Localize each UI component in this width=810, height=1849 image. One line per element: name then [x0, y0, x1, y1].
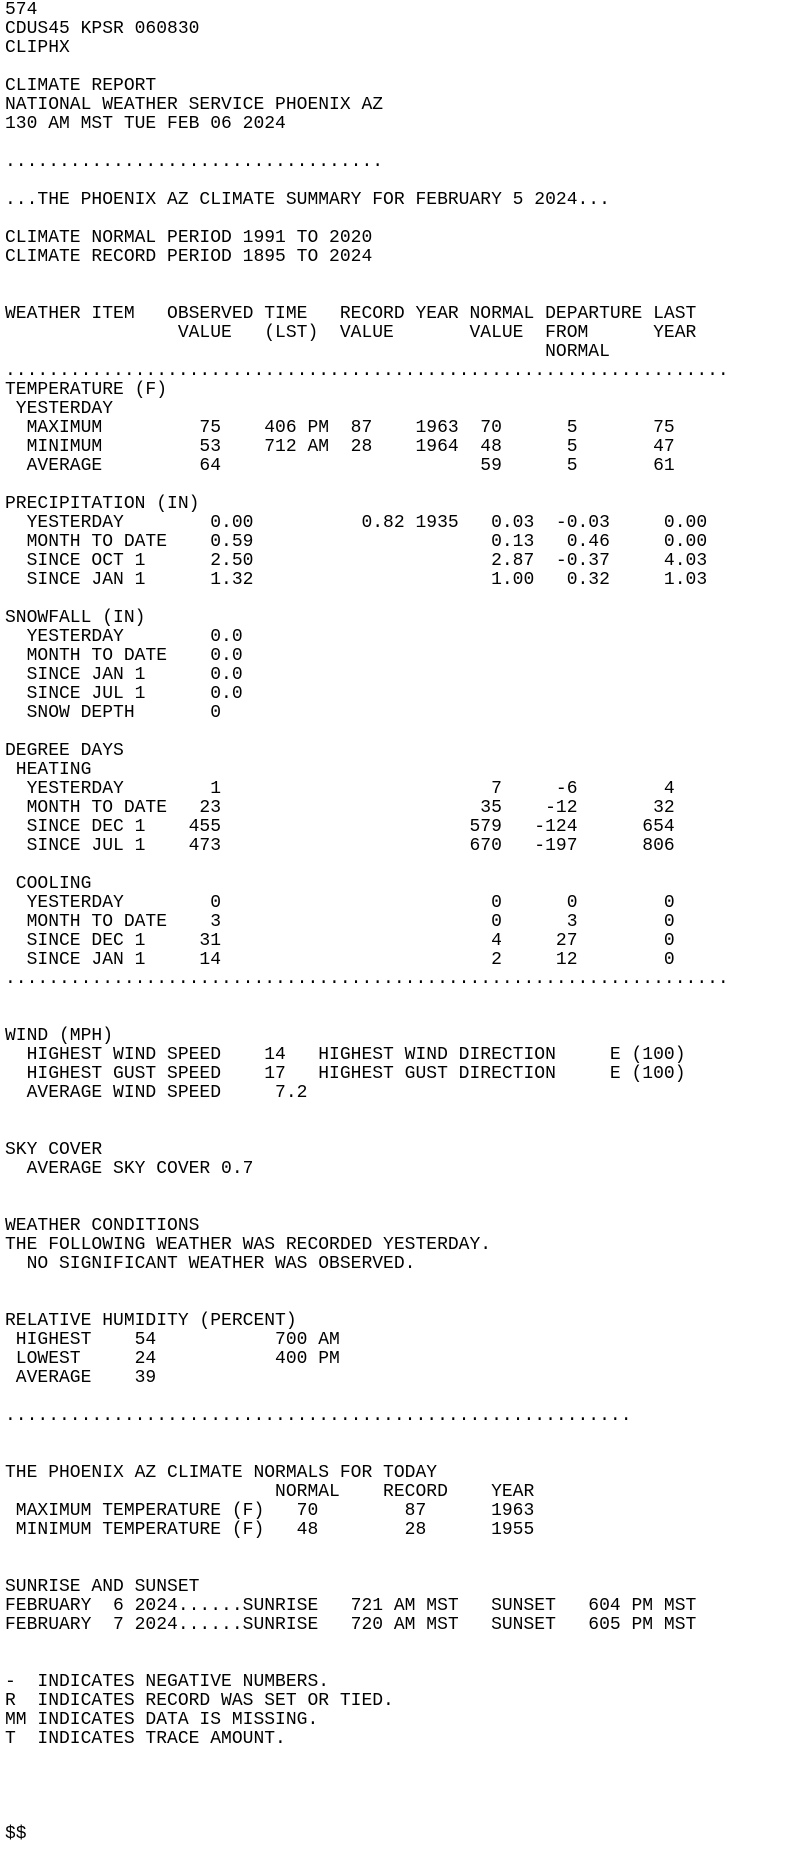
report-line: NORMAL [5, 342, 610, 362]
report-line: CDUS45 KPSR 060830 [5, 19, 200, 39]
report-line [5, 1198, 729, 1217]
report-line: NO SIGNIFICANT WEATHER WAS OBSERVED. [5, 1254, 416, 1274]
report-line: WEATHER CONDITIONS [5, 1216, 200, 1236]
report-line: RELATIVE HUMIDITY (PERCENT) [5, 1311, 297, 1331]
report-line: SINCE JAN 1 0.0 [5, 665, 243, 685]
report-line: YESTERDAY [5, 399, 114, 419]
report-line: SKY COVER [5, 1140, 103, 1160]
report-line: HEATING [5, 760, 92, 780]
report-line: MINIMUM TEMPERATURE (F) 48 28 1955 [5, 1520, 535, 1540]
report-line: NATIONAL WEATHER SERVICE PHOENIX AZ [5, 95, 384, 115]
report-line [5, 267, 729, 286]
report-line: SINCE OCT 1 2.50 2.87 -0.37 4.03 [5, 551, 708, 571]
report-line [5, 590, 729, 609]
report-line [5, 1388, 729, 1407]
report-line: YESTERDAY 0.00 0.82 1935 0.03 -0.03 0.00 [5, 513, 708, 533]
report-line [5, 1559, 729, 1578]
report-line: AVERAGE 64 59 5 61 [5, 456, 675, 476]
report-line: VALUE (LST) VALUE VALUE FROM YEAR [5, 323, 697, 343]
report-line [5, 1274, 729, 1293]
report-line: THE FOLLOWING WEATHER WAS RECORDED YESTERDAY. [5, 1235, 492, 1255]
report-line: MONTH TO DATE 0.0 [5, 646, 243, 666]
report-line [5, 1654, 729, 1673]
report-line: FEBRUARY 6 2024......SUNRISE 721 AM MST SUNSET 604 PM MST [5, 1596, 697, 1616]
report-line: .......................................................... [5, 1406, 632, 1426]
report-line [5, 1293, 729, 1312]
report-line: CLIMATE REPORT [5, 76, 157, 96]
report-line: TEMPERATURE (F) [5, 380, 168, 400]
report-line: NORMAL RECORD YEAR [5, 1482, 535, 1502]
report-line [5, 1749, 729, 1768]
report-line [5, 1179, 729, 1198]
report-line: SINCE JAN 1 14 2 12 0 [5, 950, 675, 970]
report-line: CLIMATE RECORD PERIOD 1895 TO 2024 [5, 247, 373, 267]
report-line: THE PHOENIX AZ CLIMATE NORMALS FOR TODAY [5, 1463, 438, 1483]
report-line [5, 1540, 729, 1559]
report-line: AVERAGE WIND SPEED 7.2 [5, 1083, 308, 1103]
report-line: SINCE JUL 1 0.0 [5, 684, 243, 704]
report-line: WIND (MPH) [5, 1026, 114, 1046]
report-line: MAXIMUM 75 406 PM 87 1963 70 5 75 [5, 418, 675, 438]
report-line: 574 [5, 0, 38, 20]
report-line [5, 1103, 729, 1122]
report-line: SUNRISE AND SUNSET [5, 1577, 200, 1597]
climate-report-text [5, 1, 729, 1844]
report-line [5, 1787, 729, 1806]
report-line: SINCE DEC 1 31 4 27 0 [5, 931, 675, 951]
report-line: HIGHEST 54 700 AM [5, 1330, 340, 1350]
report-line [5, 1122, 729, 1141]
report-line: MONTH TO DATE 3 0 3 0 [5, 912, 675, 932]
report-line: MAXIMUM TEMPERATURE (F) 70 87 1963 [5, 1501, 535, 1521]
report-line: YESTERDAY 0.0 [5, 627, 243, 647]
report-line [5, 856, 729, 875]
report-line: ................................... [5, 152, 384, 172]
report-line: SINCE JAN 1 1.32 1.00 0.32 1.03 [5, 570, 708, 590]
report-line [5, 1445, 729, 1464]
report-line [5, 723, 729, 742]
report-line: HIGHEST GUST SPEED 17 HIGHEST GUST DIRECTION E (100) [5, 1064, 686, 1084]
report-line: PRECIPITATION (IN) [5, 494, 200, 514]
report-line: CLIMATE NORMAL PERIOD 1991 TO 2020 [5, 228, 373, 248]
report-line: AVERAGE SKY COVER 0.7 [5, 1159, 254, 1179]
report-line: MONTH TO DATE 23 35 -12 32 [5, 798, 675, 818]
report-line [5, 134, 729, 153]
report-line: FEBRUARY 7 2024......SUNRISE 720 AM MST SUNSET 605 PM MST [5, 1615, 697, 1635]
report-line [5, 1008, 729, 1027]
report-line [5, 1635, 729, 1654]
report-line: R INDICATES RECORD WAS SET OR TIED. [5, 1691, 394, 1711]
report-line: 130 AM MST TUE FEB 06 2024 [5, 114, 286, 134]
report-line [5, 1426, 729, 1445]
report-line: DEGREE DAYS [5, 741, 124, 761]
report-line: MINIMUM 53 712 AM 28 1964 48 5 47 [5, 437, 675, 457]
report-line: SINCE JUL 1 473 670 -197 806 [5, 836, 675, 856]
report-line [5, 286, 729, 305]
report-line [5, 58, 729, 77]
report-line: LOWEST 24 400 PM [5, 1349, 340, 1369]
report-line: MM INDICATES DATA IS MISSING. [5, 1710, 319, 1730]
report-line: ................................................................... [5, 361, 729, 381]
report-line [5, 1806, 729, 1825]
report-line: SNOW DEPTH 0 [5, 703, 222, 723]
report-line [5, 172, 729, 191]
report-line: - INDICATES NEGATIVE NUMBERS. [5, 1672, 330, 1692]
report-line: ...THE PHOENIX AZ CLIMATE SUMMARY FOR FEBRUARY 5 2024... [5, 190, 610, 210]
report-line: ................................................................... [5, 969, 729, 989]
report-line: YESTERDAY 0 0 0 0 [5, 893, 675, 913]
report-line: WEATHER ITEM OBSERVED TIME RECORD YEAR NORMAL DEPARTURE LAST [5, 304, 697, 324]
report-line: SINCE DEC 1 455 579 -124 654 [5, 817, 675, 837]
report-line: T INDICATES TRACE AMOUNT. [5, 1729, 286, 1749]
report-line [5, 989, 729, 1008]
report-line: $$ [5, 1824, 27, 1844]
report-line: SNOWFALL (IN) [5, 608, 146, 628]
report-line: AVERAGE 39 [5, 1368, 157, 1388]
report-line: COOLING [5, 874, 92, 894]
report-line: MONTH TO DATE 0.59 0.13 0.46 0.00 [5, 532, 708, 552]
report-line [5, 210, 729, 229]
report-line: HIGHEST WIND SPEED 14 HIGHEST WIND DIRECTION E (100) [5, 1045, 686, 1065]
report-line [5, 1768, 729, 1787]
report-line: YESTERDAY 1 7 -6 4 [5, 779, 675, 799]
report-line: CLIPHX [5, 38, 70, 58]
report-line [5, 476, 729, 495]
